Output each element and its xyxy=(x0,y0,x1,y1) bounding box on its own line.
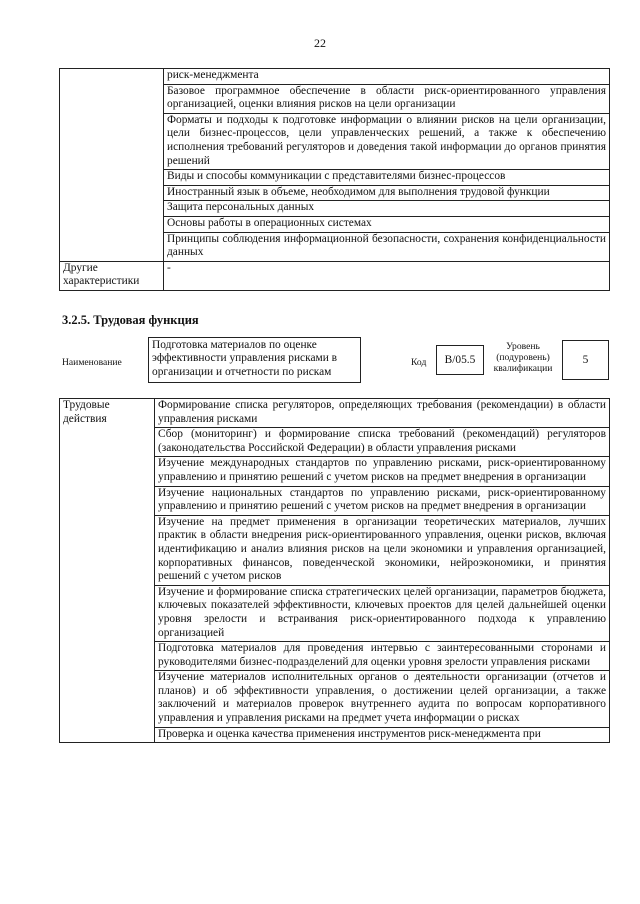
code-label: Код xyxy=(411,357,427,368)
table-cell: Изучение национальных стандартов по управлению рисками, риск-ориентированному управлению и принятию решений с учетом рисков на предмет внедрения в организации xyxy=(155,486,610,515)
table-cell: Виды и способы коммуникации с представителями бизнес-процессов xyxy=(164,170,610,186)
table-cell: Основы работы в операционных системах xyxy=(164,216,610,232)
table-cell: Иностранный язык в объеме, необходимом для выполнения трудовой функции xyxy=(164,185,610,201)
table-row xyxy=(60,261,610,290)
table-cell: Изучение международных стандартов по управлению рисками, риск-ориентированному управлению и принятию решений с учетом рисков на предмет внедрения в организации xyxy=(155,457,610,486)
table-cell: Защита персональных данных xyxy=(164,201,610,217)
function-name-box: Подготовка материалов по оценке эффективности управления рисками в организации и отчетности по рискам xyxy=(148,337,361,383)
name-label: Наименование xyxy=(62,357,122,368)
labor-actions-table xyxy=(59,398,610,743)
table-row xyxy=(60,69,610,85)
table-cell: Базовое программное обеспечение в области риск-ориентированного управления организацией, оценки влияния рисков на цели организации xyxy=(164,84,610,113)
table-cell: Сбор (мониторинг) и формирование списка требований (рекомендаций) регуляторов (законодательства Российской Федерации) в области управления рисками xyxy=(155,428,610,457)
level-label: Уровень (подуровень) квалификации xyxy=(493,341,553,374)
level-box: 5 xyxy=(562,340,609,380)
labor-actions-label: Трудовые действия xyxy=(60,399,155,743)
code-box: B/05.5 xyxy=(436,345,484,375)
table-cell: риск-менеджмента xyxy=(164,69,610,85)
table-cell: Изучение и формирование списка стратегических целей организации, параметров бюджета, ключевых показателей эффективности, ключевых проектов для целей дальнейшей оценки уровня зрелости и встраивания риск-ориентированного подхода к управлению организацией xyxy=(155,585,610,641)
table-row xyxy=(60,399,610,428)
table-cell: Изучение на предмет применения в организации теоретических материалов, лучших практик в области внедрения риск-ориентированного управления, оценки рисков, включая идентификацию и анализ влияния рисков на цели экономики и управления организацией, корпоративных финансов, поведенческой экономики, нейроэкономики, и принятия решений с учетом рисков xyxy=(155,515,610,585)
function-header xyxy=(62,337,612,389)
row-label-empty xyxy=(60,69,164,262)
page-number: 22 xyxy=(314,36,326,50)
table-cell: Проверка и оценка качества применения инструментов риск-менеджмента при xyxy=(155,727,610,743)
section-title: 3.2.5. Трудовая функция xyxy=(62,313,199,327)
table-cell: Форматы и подходы к подготовке информации о влиянии рисков на цели организации, цели бизнес-процессов, цели управленческих решений, а также к обеспечению исполнения требований регуляторов и доведения такой информации до органов принятия решений xyxy=(164,113,610,169)
knowledge-table xyxy=(59,68,610,291)
table-cell: Формирование списка регуляторов, определяющих требования (рекомендации) в области управления рисками xyxy=(155,399,610,428)
table-cell: Принципы соблюдения информационной безопасности, сохранения конфиденциальности данных xyxy=(164,232,610,261)
table-cell: Изучение материалов исполнительных органов о деятельности организации (отчетов и планов) и об эффективности управления, о достижении целей организации, а также заключений и материалов проверок внутреннего аудита по вопросам корпоративного управления и управления рисками на предмет учета информации о рисках xyxy=(155,671,610,727)
other-characteristics-value: - xyxy=(164,261,610,290)
other-characteristics-label: Другие характеристики xyxy=(60,261,164,290)
table-cell: Подготовка материалов для проведения интервью с заинтересованными сторонами и руководителями бизнес-подразделений для оценки уровня зрелости управления рисками xyxy=(155,642,610,671)
